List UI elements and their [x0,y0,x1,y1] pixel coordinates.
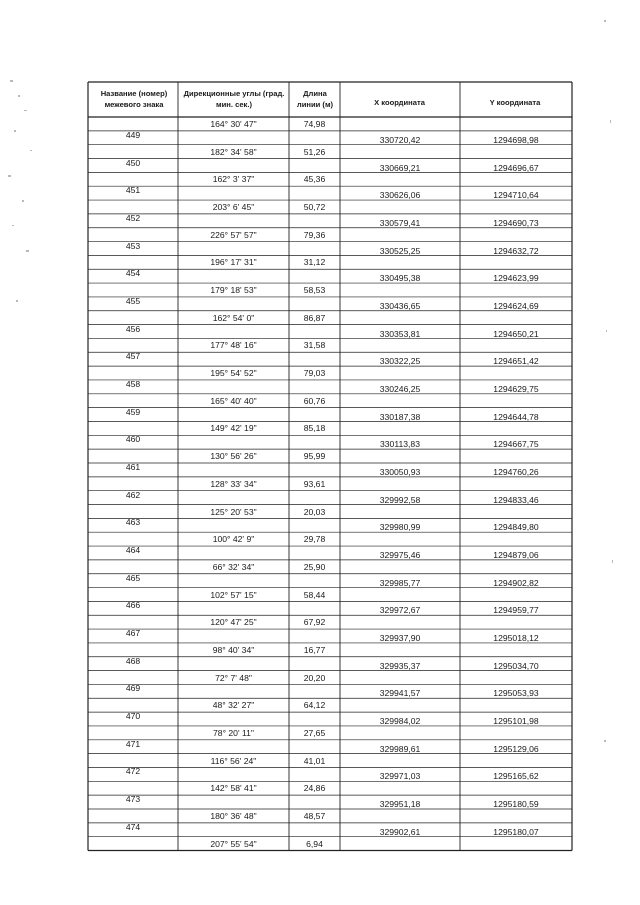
x-coordinate-cell: 329941,57 [379,688,421,699]
length-cell: 64,12 [303,700,326,711]
y-coordinate-cell: 1295165,62 [493,771,539,782]
length-cell: 45,36 [303,174,326,185]
y-coordinate-cell: 1294632,72 [493,245,539,256]
angle-cell: 203° 6' 45" [212,202,255,213]
point-name-cell: 468 [125,655,141,666]
point-name-cell: 470 [125,711,141,722]
length-cell: 95,99 [303,451,326,462]
scan-speck [26,250,29,252]
angle-cell: 195° 54' 52" [210,368,257,379]
scan-speck [22,200,24,202]
length-cell: 58,53 [303,285,326,296]
scan-speck [18,95,20,97]
x-coordinate-cell: 330113,83 [380,439,420,450]
x-coordinate-cell: 329971,03 [379,771,421,782]
length-cell: 50,72 [303,202,326,213]
header-angle: Дирекционные углы (град. мин. сек.) [183,89,285,109]
x-coordinate-cell: 329975,46 [379,550,421,561]
angle-cell: 120° 47' 25" [210,617,257,628]
angle-cell: 78° 20' 11" [213,727,254,738]
point-name-cell: 461 [125,462,141,472]
angle-cell: 142° 58' 41" [210,783,257,794]
point-name-cell: 452 [125,212,141,223]
scan-speck [24,110,27,111]
length-cell: 74,98 [303,119,326,129]
x-coordinate-cell: 330720,42 [379,134,421,145]
angle-cell: 100° 42' 9" [212,534,255,545]
scan-speck [604,740,606,742]
x-coordinate-cell: 330669,21 [379,162,421,173]
y-coordinate-cell: 1294833,46 [493,494,539,505]
angle-cell: 162° 54' 0" [212,312,255,323]
y-coordinate-cell: 1294667,75 [493,439,539,450]
length-cell: 60,76 [303,395,326,406]
length-cell: 20,20 [303,672,326,683]
scan-speck [16,300,18,302]
angle-cell: 149° 42' 19" [210,423,257,434]
scan-speck [612,560,613,563]
point-name-cell: 455 [125,295,141,306]
angle-cell: 72° 7' 48" [215,672,252,683]
point-name-cell: 456 [125,323,141,334]
angle-cell: 182° 34' 58" [210,146,257,157]
scan-speck [610,120,611,123]
length-cell: 58,44 [303,589,326,600]
x-coordinate-cell: 330246,25 [379,383,421,394]
scan-speck [30,150,32,151]
y-coordinate-cell: 1294629,75 [493,383,539,394]
x-coordinate-cell: 330353,81 [379,328,421,339]
length-cell: 67,92 [303,617,326,628]
angle-cell: 162° 3' 37" [212,174,255,185]
point-name-cell: 462 [125,489,141,500]
point-name-cell: 472 [125,766,141,777]
angle-cell: 98° 40' 34" [212,644,255,655]
angle-cell: 180° 36' 48" [210,811,257,821]
length-cell: 85,18 [303,423,326,434]
x-coordinate-cell: 330322,25 [379,356,421,367]
length-cell: 31,12 [303,257,326,268]
point-name-cell: 464 [125,545,141,556]
point-name-cell: 463 [125,517,141,528]
length-cell: 16,77 [303,644,326,655]
y-coordinate-cell: 1294959,77 [493,605,539,616]
point-name-cell: 467 [125,628,141,639]
y-coordinate-cell: 1294644,78 [493,411,539,422]
angle-cell: 48° 32' 27" [212,700,255,711]
x-coordinate-cell: 329985,77 [379,577,421,588]
header-length: Длина линии (м) [296,89,334,109]
y-coordinate-cell: 1294698,98 [493,134,539,145]
point-name-cell: 453 [125,240,141,251]
length-cell: 24,86 [303,783,326,794]
y-coordinate-cell: 1294623,99 [493,273,539,284]
y-coordinate-cell: 1294710,64 [493,190,539,201]
x-coordinate-cell: 329989,61 [379,743,421,754]
x-coordinate-cell: 329992,58 [379,494,421,505]
scan-speck [8,175,11,177]
angle-cell: 179° 18' 53" [210,285,257,296]
length-cell: 48,57 [303,811,326,821]
x-coordinate-cell: 330626,06 [379,190,421,201]
point-name-cell: 469 [125,683,141,694]
scan-speck [604,20,606,22]
angle-cell: 226° 57' 57" [210,229,257,240]
length-cell: 20,03 [303,506,326,517]
x-coordinate-cell: 330436,65 [379,300,421,311]
x-coordinate-cell: 330495,38 [379,273,421,284]
length-cell: 6,94 [306,838,323,849]
y-coordinate-cell: 1295180,59 [493,799,539,810]
x-coordinate-cell: 329980,99 [379,522,421,533]
y-coordinate-cell: 1295180,07 [493,826,539,837]
length-cell: 79,03 [303,368,326,379]
x-coordinate-cell: 329951,18 [379,799,421,810]
x-coordinate-cell: 330187,38 [379,411,421,422]
point-name-cell: 450 [125,157,141,168]
point-name-cell: 460 [125,434,141,445]
y-coordinate-cell: 1294696,67 [493,162,539,173]
scan-speck [606,330,607,332]
point-name-cell: 449 [125,129,141,140]
length-cell: 93,61 [303,478,326,489]
x-coordinate-cell: 330579,41 [379,217,421,228]
header-x: X координата [374,98,425,107]
y-coordinate-cell: 1294651,42 [493,356,539,367]
angle-cell: 196° 17' 31" [210,257,257,268]
angle-cell: 102° 57' 15" [210,589,257,600]
point-name-cell: 459 [125,406,141,417]
length-cell: 27,65 [303,727,326,738]
y-coordinate-cell: 1294879,06 [493,550,539,561]
y-coordinate-cell: 1294760,26 [493,467,539,477]
y-coordinate-cell: 1295053,93 [493,688,539,699]
y-coordinate-cell: 1294650,21 [493,328,539,339]
y-coordinate-cell: 1295018,12 [493,633,539,644]
angle-cell: 116° 56' 24" [210,755,257,766]
length-cell: 31,58 [303,340,326,351]
length-cell: 51,26 [303,146,326,157]
header-y: Y координата [489,98,541,107]
length-cell: 86,87 [303,312,326,323]
y-coordinate-cell: 1295101,98 [493,716,539,727]
header-name: Название (номер) межевого знака [100,89,168,109]
point-name-cell: 473 [125,794,141,805]
point-name-cell: 474 [125,821,141,832]
scan-speck [10,80,13,82]
y-coordinate-cell: 1295129,06 [493,743,539,754]
scan-speck [12,225,14,226]
point-name-cell: 471 [125,738,141,749]
point-name-cell: 451 [125,185,141,196]
scan-speck [14,130,16,132]
point-name-cell: 465 [125,572,141,583]
length-cell: 41,01 [303,755,326,766]
length-cell: 25,90 [303,561,326,572]
length-cell: 29,78 [303,534,326,545]
x-coordinate-cell: 329935,37 [379,660,421,671]
y-coordinate-cell: 1294624,69 [493,300,539,311]
x-coordinate-cell: 329984,02 [379,716,421,727]
y-coordinate-cell: 1294690,73 [493,217,539,228]
x-coordinate-cell: 329902,61 [379,826,421,837]
angle-cell: 164° 30' 47" [210,119,257,129]
x-coordinate-cell: 329972,67 [379,605,421,616]
length-cell: 79,36 [303,229,326,240]
y-coordinate-cell: 1294849,80 [493,522,539,533]
angle-cell: 66° 32' 34" [212,561,255,572]
y-coordinate-cell: 1294902,82 [493,577,539,588]
x-coordinate-cell: 330525,25 [379,245,421,256]
angle-cell: 125° 20' 53" [210,506,257,517]
x-coordinate-cell: 329937,90 [379,633,421,644]
point-name-cell: 454 [125,268,141,279]
angle-cell: 177° 48' 16" [210,340,257,351]
point-name-cell: 458 [125,378,141,389]
y-coordinate-cell: 1295034,70 [493,660,539,671]
angle-cell: 128° 33' 34" [210,478,257,489]
point-name-cell: 466 [125,600,141,611]
x-coordinate-cell: 330050,93 [379,467,421,477]
angle-cell: 165° 40' 40" [210,395,257,406]
angle-cell: 130° 56' 26" [210,451,257,462]
point-name-cell: 457 [125,351,141,362]
angle-cell: 207° 55' 54" [210,838,257,849]
